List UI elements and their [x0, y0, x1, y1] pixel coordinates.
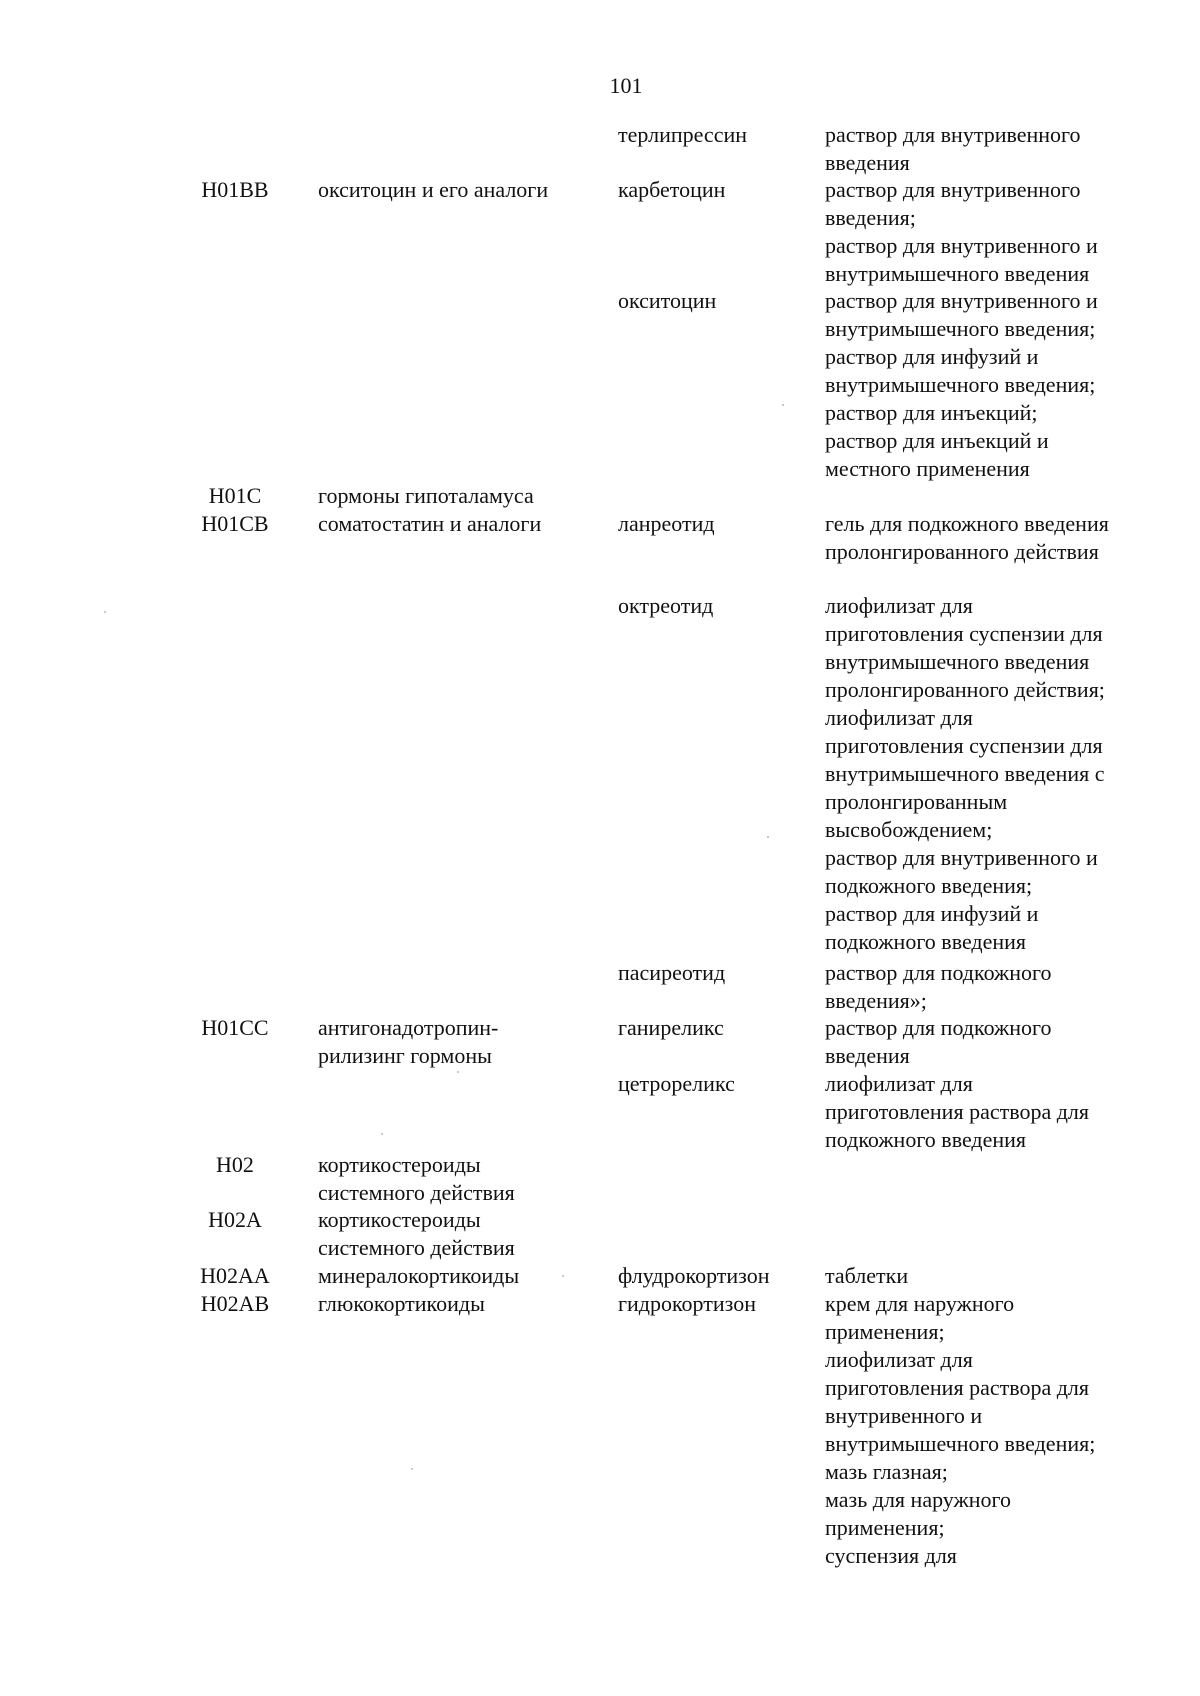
group-line: минералокортикоиды: [318, 1263, 520, 1288]
dosage-form-line: введения: [825, 150, 910, 175]
dosage-form-line: применения;: [825, 1319, 945, 1344]
atc-code: H02AA: [200, 1263, 270, 1288]
drug-name: цетрореликс: [618, 1071, 735, 1096]
atc-code: H01BB: [201, 177, 269, 202]
dosage-forms: [825, 1262, 908, 1290]
dosage-form-line: высвобождением;: [825, 817, 993, 842]
drug-name: октреотид: [618, 593, 714, 618]
table-row: [0, 121, 1200, 175]
group-line: окситоцин и его аналоги: [318, 177, 549, 202]
group-line: системного действия: [318, 1235, 515, 1260]
dosage-form-line: раствор для инфузий и: [825, 901, 1039, 926]
atc-code: H02: [216, 1152, 254, 1177]
dosage-form-line: раствор для подкожного: [825, 1015, 1052, 1040]
dosage-form-line: таблетки: [825, 1263, 909, 1288]
dosage-form-line: приготовления суспензии для: [825, 621, 1103, 646]
atc-code: H01CC: [201, 1015, 269, 1040]
dosage-form-line: внутримышечного введения;: [825, 1431, 1096, 1456]
table-row: [0, 510, 1200, 564]
dosage-form-line: мазь для наружного: [825, 1487, 1011, 1512]
table-row: [0, 482, 1200, 508]
dosage-form-line: подкожного введения: [825, 1127, 1027, 1152]
anatomical-group: [318, 1014, 498, 1070]
dosage-form-line: введения: [825, 1043, 910, 1068]
dosage-form-line: введения;: [825, 205, 916, 230]
dosage-form-line: приготовления раствора для: [825, 1099, 1089, 1124]
dosage-form-line: гель для подкожного введения: [825, 511, 1109, 536]
dosage-form-line: пролонгированного действия: [825, 539, 1099, 564]
scan-speck: [782, 404, 784, 406]
table-row: [0, 1290, 1200, 1568]
group-line: кортикостероиды: [318, 1152, 481, 1177]
dosage-form-line: применения;: [825, 1515, 945, 1540]
atc-code: H02AB: [200, 1291, 270, 1316]
dosage-form-line: приготовления раствора для: [825, 1375, 1089, 1400]
dosage-form-line: подкожного введения: [825, 929, 1027, 954]
dosage-forms: [825, 287, 1098, 483]
anatomical-group: [318, 176, 548, 204]
dosage-forms: [825, 176, 1098, 288]
drug-name: карбетоцин: [618, 177, 726, 202]
dosage-form-line: лиофилизат для: [825, 1071, 973, 1096]
dosage-form-line: раствор для подкожного: [825, 960, 1052, 985]
group-line: соматостатин и аналоги: [318, 511, 542, 536]
dosage-form-line: внутримышечного введения с: [825, 761, 1105, 786]
dosage-forms: [825, 1070, 1089, 1154]
dosage-form-line: мазь глазная;: [825, 1459, 948, 1484]
dosage-form-line: пролонгированным: [825, 789, 1008, 814]
atc-code: H01CB: [201, 511, 269, 536]
table-row: [0, 1206, 1200, 1260]
table-row: [0, 176, 1200, 286]
dosage-form-line: лиофилизат для: [825, 705, 973, 730]
table-row: [0, 1151, 1200, 1205]
dosage-form-line: подкожного введения;: [825, 873, 1033, 898]
group-line: антигонадотропин-: [318, 1015, 499, 1040]
group-line: системного действия: [318, 1180, 515, 1205]
dosage-forms: [825, 510, 1109, 566]
dosage-form-line: внутривенного и: [825, 1403, 983, 1428]
dosage-form-line: раствор для инфузий и: [825, 344, 1039, 369]
atc-code: H01C: [208, 483, 262, 508]
dosage-form-line: внутримышечного введения;: [825, 372, 1096, 397]
dosage-form-line: лиофилизат для: [825, 593, 973, 618]
dosage-form-line: суспензия для: [825, 1543, 957, 1568]
group-line: кортикостероиды: [318, 1207, 481, 1232]
drug-name: ланреотид: [618, 511, 715, 536]
dosage-form-line: крем для наружного: [825, 1291, 1015, 1316]
dosage-form-line: раствор для внутривенного и: [825, 845, 1098, 870]
table-row: [0, 1070, 1200, 1152]
group-line: гормоны гипоталамуса: [318, 483, 534, 508]
scan-speck: [457, 1071, 459, 1073]
dosage-form-line: раствор для инъекций;: [825, 400, 1038, 425]
drug-name: гидрокортизон: [618, 1291, 756, 1316]
dosage-form-line: раствор для внутривенного и: [825, 288, 1098, 313]
table-row: [0, 287, 1200, 481]
atc-code: H02A: [208, 1207, 262, 1232]
drug-name: пасиреотид: [618, 960, 726, 985]
dosage-forms: [825, 959, 1051, 1015]
dosage-forms: [825, 121, 1081, 177]
drug-name: флудрокортизон: [618, 1263, 770, 1288]
scan-speck: [104, 611, 106, 613]
scan-speck: [381, 1133, 383, 1135]
page-number: 101: [609, 73, 643, 98]
table-row: [0, 592, 1200, 954]
drug-name: ганиреликс: [618, 1015, 724, 1040]
anatomical-group: [318, 1206, 515, 1262]
dosage-form-line: внутримышечного введения: [825, 261, 1090, 286]
anatomical-group: [318, 482, 534, 510]
dosage-form-line: внутримышечного введения;: [825, 316, 1096, 341]
dosage-form-line: внутримышечного введения: [825, 649, 1090, 674]
dosage-forms: [825, 1290, 1095, 1570]
dosage-form-line: введения»;: [825, 988, 927, 1013]
group-line: рилизинг гормоны: [318, 1043, 492, 1068]
dosage-form-line: местного применения: [825, 456, 1030, 481]
drug-name: окситоцин: [618, 288, 717, 313]
dosage-form-line: раствор для внутривенного: [825, 122, 1081, 147]
table-row: [0, 1262, 1200, 1288]
drug-name: терлипрессин: [618, 122, 748, 147]
anatomical-group: [318, 1290, 485, 1318]
scan-speck: [562, 1275, 564, 1277]
group-line: глюкокортикоиды: [318, 1291, 485, 1316]
table-row: [0, 1014, 1200, 1068]
scan-speck: [767, 836, 769, 838]
anatomical-group: [318, 510, 541, 538]
anatomical-group: [318, 1262, 519, 1290]
dosage-forms: [825, 1014, 1051, 1070]
dosage-form-line: раствор для инъекций и: [825, 428, 1049, 453]
scan-speck: [411, 1468, 413, 1470]
dosage-form-line: пролонгированного действия;: [825, 677, 1105, 702]
dosage-form-line: раствор для внутривенного: [825, 177, 1081, 202]
dosage-form-line: приготовления суспензии для: [825, 733, 1103, 758]
table-row: [0, 959, 1200, 1013]
dosage-form-line: раствор для внутривенного и: [825, 233, 1098, 258]
dosage-forms: [825, 592, 1105, 956]
dosage-form-line: лиофилизат для: [825, 1347, 973, 1372]
anatomical-group: [318, 1151, 515, 1207]
